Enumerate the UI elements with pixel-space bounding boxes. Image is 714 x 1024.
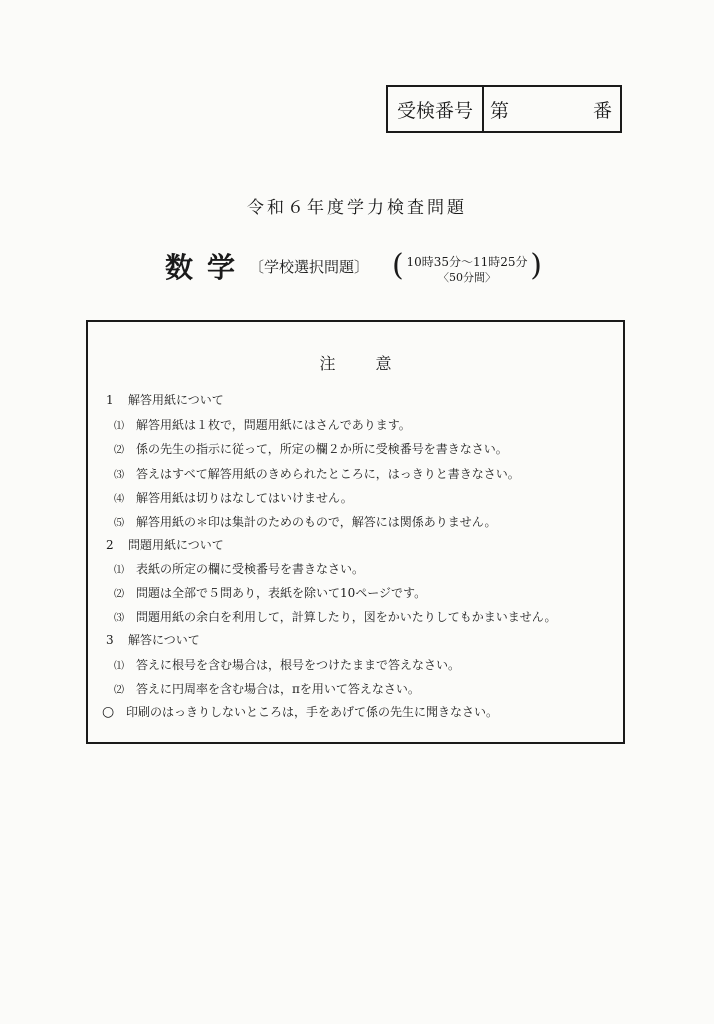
list-item: [114, 489, 353, 506]
item-text: 答えに根号を含む場合は，根号をつけたままで答えなさい。: [136, 658, 461, 672]
list-item: [114, 608, 556, 625]
right-paren-glyph: ): [530, 248, 542, 283]
notice-title: 注意: [319, 354, 432, 373]
exam-number-suffix: 番: [592, 99, 612, 122]
item-number: ⑸: [114, 518, 124, 529]
item-number: ⑵: [114, 445, 124, 456]
section-heading: [106, 536, 224, 553]
list-item: [114, 440, 508, 457]
item-text: 問題は全部で５問あり，表紙を除いて10ページです。: [136, 586, 427, 600]
section-number: 1: [106, 393, 114, 407]
item-text: 解答用紙は切りはなしてはいけません。: [136, 491, 353, 505]
section-heading: [106, 631, 200, 648]
list-item: [114, 584, 426, 601]
list-item: [114, 465, 520, 482]
page-title: 令和６年度学力検査問題: [247, 198, 467, 218]
list-item: [114, 680, 420, 697]
item-number: ⑷: [114, 494, 124, 505]
section-number: 2: [106, 538, 114, 552]
section-heading-text: 解答用紙について: [128, 393, 224, 407]
final-note-text: 印刷のはっきりしないところは，手をあげて係の先生に聞きなさい。: [126, 705, 499, 719]
time-range: 10時35分〜11時25分: [406, 255, 528, 269]
list-item: [114, 560, 364, 577]
item-text: 問題用紙の余白を利用して，計算したり，図をかいたりしてもかまいません。: [136, 610, 557, 624]
item-text: 解答用紙の＊印は集計のためのもので，解答には関係ありません。: [136, 515, 497, 529]
item-number: ⑵: [114, 685, 124, 696]
list-item: [114, 513, 496, 530]
list-item: [114, 656, 460, 673]
exam-number-label: 受検番号: [388, 87, 484, 131]
circle-bullet-icon: ○: [102, 704, 115, 720]
section-number: 3: [106, 633, 114, 647]
item-text: 係の先生の指示に従って，所定の欄２か所に受検番号を書きなさい。: [136, 442, 508, 456]
time-duration: 〈50分間〉: [438, 271, 496, 284]
subject-subtitle: 〔学校選択問題〕: [249, 257, 370, 276]
notice-box: [86, 320, 625, 744]
subject-row: [165, 246, 369, 286]
list-item: [114, 416, 411, 433]
section-heading-text: 問題用紙について: [128, 538, 224, 552]
item-number: ⑶: [114, 470, 124, 481]
left-paren-glyph: (: [392, 248, 404, 283]
item-number: ⑶: [114, 613, 124, 624]
exam-number-prefix: 第: [490, 99, 510, 122]
exam-number-field: [484, 87, 620, 131]
exam-time: [392, 248, 542, 287]
exam-number-box: [386, 85, 622, 133]
section-heading: [106, 391, 224, 408]
item-number: ⑴: [114, 661, 124, 672]
item-text: 表紙の所定の欄に受検番号を書きなさい。: [136, 562, 365, 576]
item-number: ⑵: [114, 589, 124, 600]
final-note: [102, 703, 498, 720]
item-number: ⑴: [114, 421, 124, 432]
item-text: 解答用紙は１枚で，問題用紙にはさんであります。: [136, 418, 411, 432]
item-number: ⑴: [114, 565, 124, 576]
subject-name: 数学: [165, 251, 250, 284]
item-text: 答えに円周率を含む場合は，πを用いて答えなさい。: [136, 682, 420, 696]
section-heading-text: 解答について: [128, 633, 200, 647]
item-text: 答えはすべて解答用紙のきめられたところに，はっきりと書きなさい。: [136, 467, 520, 481]
